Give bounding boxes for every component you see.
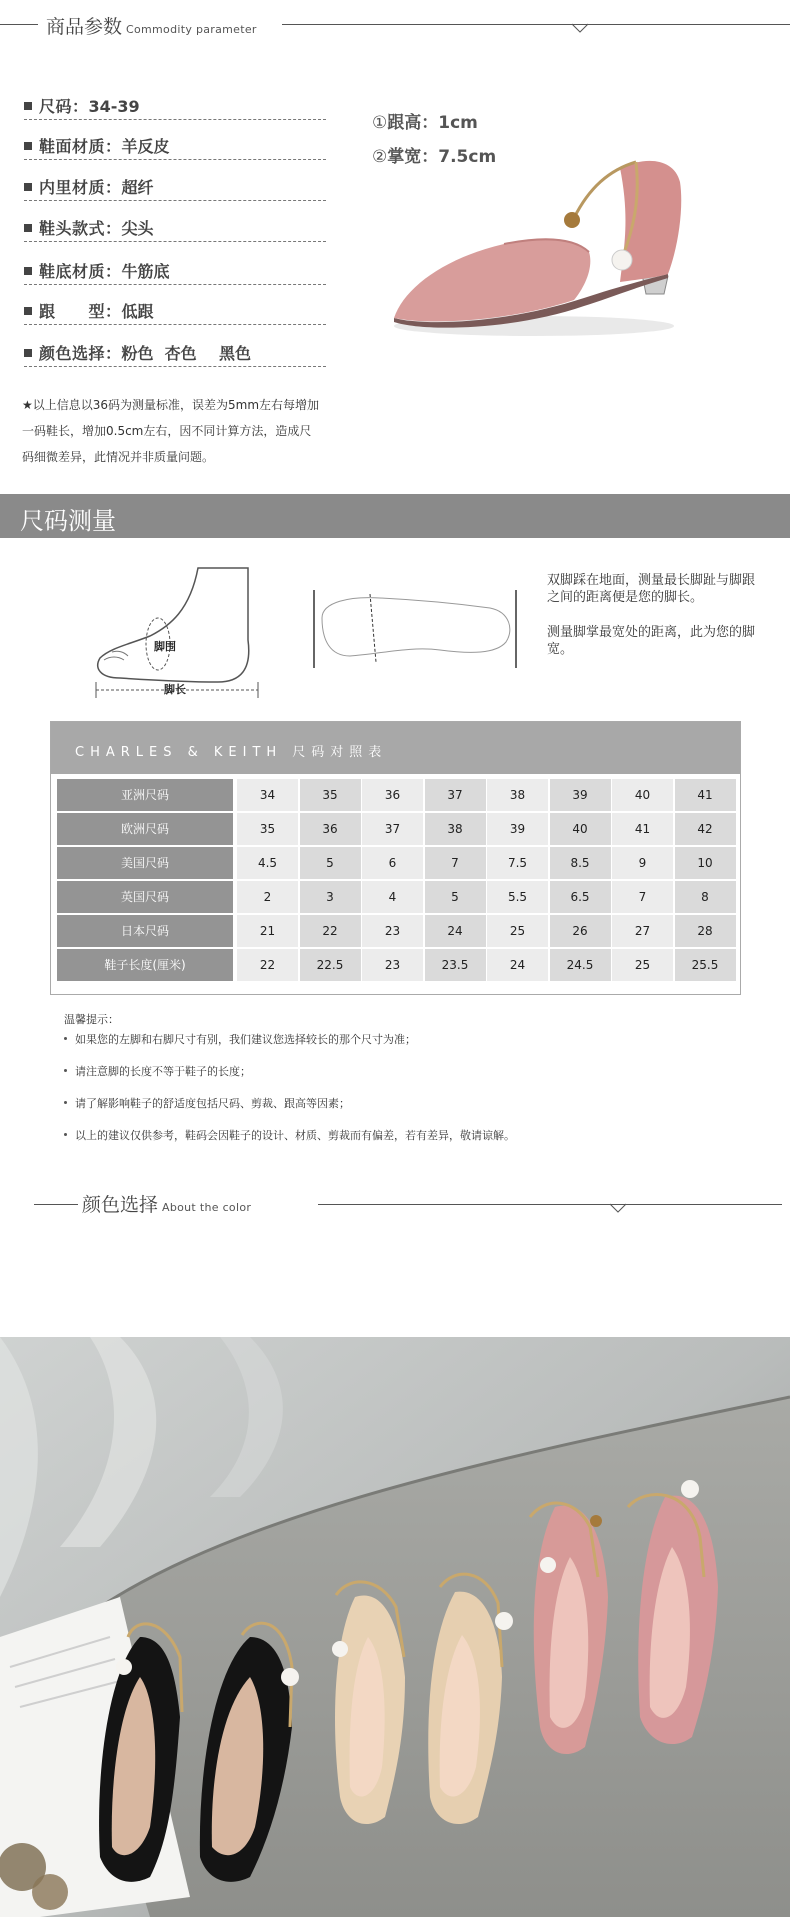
header-line-right	[282, 24, 790, 25]
size-row-header: 欧洲尺码	[57, 813, 233, 845]
size-cell: 39	[487, 813, 548, 845]
bullet-square-icon	[24, 183, 32, 191]
size-cell: 7	[425, 847, 486, 879]
size-cell: 35	[237, 813, 298, 845]
tip-item: 请了解影响鞋子的舒适度包括尺码、剪裁、跟高等因素；	[64, 1095, 350, 1111]
param-toe-style: 鞋头款式：尖头	[24, 216, 326, 242]
size-cell: 37	[425, 779, 486, 811]
size-row	[57, 949, 735, 981]
param-colors: 颜色选择：粉色 杏色 黑色	[24, 341, 326, 367]
size-cell: 37	[362, 813, 423, 845]
feature-palm-width: ②掌宽：7.5cm	[372, 147, 497, 167]
size-row-header: 美国尺码	[57, 847, 233, 879]
header-line-left	[0, 24, 38, 25]
param-heel-type: 跟 型：低跟	[24, 299, 326, 325]
banner-title: 尺码测量	[20, 507, 116, 535]
size-cell: 25	[612, 949, 673, 981]
size-measurement-banner	[0, 494, 790, 538]
tips-title: 温馨提示：	[64, 1013, 119, 1026]
size-row	[57, 847, 735, 879]
size-cell: 21	[237, 915, 298, 947]
size-cell: 9	[612, 847, 673, 879]
size-cell: 25.5	[675, 949, 736, 981]
size-cell: 28	[675, 915, 736, 947]
tip-item: 请注意脚的长度不等于鞋子的长度；	[64, 1063, 251, 1079]
size-cell: 7.5	[487, 847, 548, 879]
foot-length-label: 脚长	[164, 683, 186, 696]
size-cell: 4	[362, 881, 423, 913]
size-cell: 24	[425, 915, 486, 947]
foot-top-diagram	[310, 584, 522, 674]
size-cell: 5	[300, 847, 361, 879]
size-chart-table	[50, 721, 741, 995]
size-cell: 6	[362, 847, 423, 879]
size-cell: 41	[612, 813, 673, 845]
size-cell: 26	[550, 915, 611, 947]
section-title-commodity	[46, 12, 257, 39]
tip-item: 如果您的左脚和右脚尺寸有别，我们建议您选择较长的那个尺寸为准；	[64, 1031, 416, 1047]
size-cell: 41	[675, 779, 736, 811]
param-sole-material: 鞋底材质：牛筋底	[24, 259, 326, 285]
header2-notch-icon	[610, 1203, 626, 1213]
bullet-square-icon	[24, 349, 32, 357]
size-cell: 6.5	[550, 881, 611, 913]
section-title-cn: 商品参数	[46, 16, 123, 38]
size-cell: 10	[675, 847, 736, 879]
product-shoe-image	[384, 148, 714, 348]
size-cell: 22.5	[300, 949, 361, 981]
size-row	[57, 813, 735, 845]
size-cell: 38	[487, 779, 548, 811]
size-cell: 22	[300, 915, 361, 947]
size-chart-title: CHARLES & KEITH 尺码对照表	[75, 745, 388, 760]
size-cell: 2	[237, 881, 298, 913]
param-upper-material: 鞋面材质：羊反皮	[24, 134, 326, 160]
size-cell: 7	[612, 881, 673, 913]
size-row	[57, 881, 735, 913]
size-cell: 5.5	[487, 881, 548, 913]
size-row-header: 日本尺码	[57, 915, 233, 947]
size-row-header: 亚洲尺码	[57, 779, 233, 811]
size-chart-header	[51, 722, 740, 774]
header2-line-left	[34, 1204, 78, 1205]
shoes-photo-image	[0, 1337, 790, 1917]
param-size: 尺码：34-39	[24, 94, 326, 120]
size-cell: 39	[550, 779, 611, 811]
measure-text-length: 双脚踩在地面，测量最长脚趾与脚跟之间的距离便是您的脚长。	[547, 573, 756, 605]
size-cell: 27	[612, 915, 673, 947]
section2-title-en: About the color	[162, 1201, 252, 1214]
size-cell: 38	[425, 813, 486, 845]
bullet-square-icon	[24, 102, 32, 110]
size-cell: 3	[300, 881, 361, 913]
bullet-square-icon	[24, 307, 32, 315]
measure-text-width: 测量脚掌最宽处的距离，此为您的脚宽。	[547, 625, 756, 657]
size-cell: 23.5	[425, 949, 486, 981]
section-title-color	[82, 1190, 251, 1217]
bullet-square-icon	[24, 267, 32, 275]
section-title-en: Commodity parameter	[126, 23, 257, 36]
foot-side-diagram	[90, 560, 270, 700]
size-row	[57, 915, 735, 947]
size-cell: 8	[675, 881, 736, 913]
size-row-header: 英国尺码	[57, 881, 233, 913]
size-cell: 36	[300, 813, 361, 845]
size-cell: 36	[362, 779, 423, 811]
size-cell: 40	[612, 779, 673, 811]
bullet-square-icon	[24, 142, 32, 150]
size-cell: 23	[362, 915, 423, 947]
color-photo	[0, 1337, 790, 1917]
size-cell: 8.5	[550, 847, 611, 879]
size-cell: 24.5	[550, 949, 611, 981]
size-row	[57, 779, 735, 811]
size-cell: 24	[487, 949, 548, 981]
size-note: ★以上信息以36码为测量标准，误差为5mm左右每增加 一码鞋长，增加0.5cm左右，因不同计算方法，造成尺 码细微差异，此情况并非质量问题。	[22, 398, 320, 464]
size-cell: 35	[300, 779, 361, 811]
size-cell: 42	[675, 813, 736, 845]
section2-title-cn: 颜色选择	[82, 1194, 159, 1216]
size-cell: 4.5	[237, 847, 298, 879]
feature-heel-height: ①跟高：1cm	[372, 113, 478, 133]
size-cell: 5	[425, 881, 486, 913]
header-notch-icon	[572, 23, 588, 33]
header2-line-right	[318, 1204, 782, 1205]
size-cell: 22	[237, 949, 298, 981]
size-cell: 23	[362, 949, 423, 981]
size-row-header: 鞋子长度(厘米)	[57, 949, 233, 981]
foot-around-label: 脚围	[154, 640, 176, 653]
size-cell: 25	[487, 915, 548, 947]
param-lining-material: 内里材质：超纤	[24, 175, 326, 201]
tip-item: 以上的建议仅供参考，鞋码会因鞋子的设计、材质、剪裁而有偏差，若有差异，敬请谅解。	[64, 1127, 515, 1143]
size-cell: 34	[237, 779, 298, 811]
size-cell: 40	[550, 813, 611, 845]
bullet-square-icon	[24, 224, 32, 232]
